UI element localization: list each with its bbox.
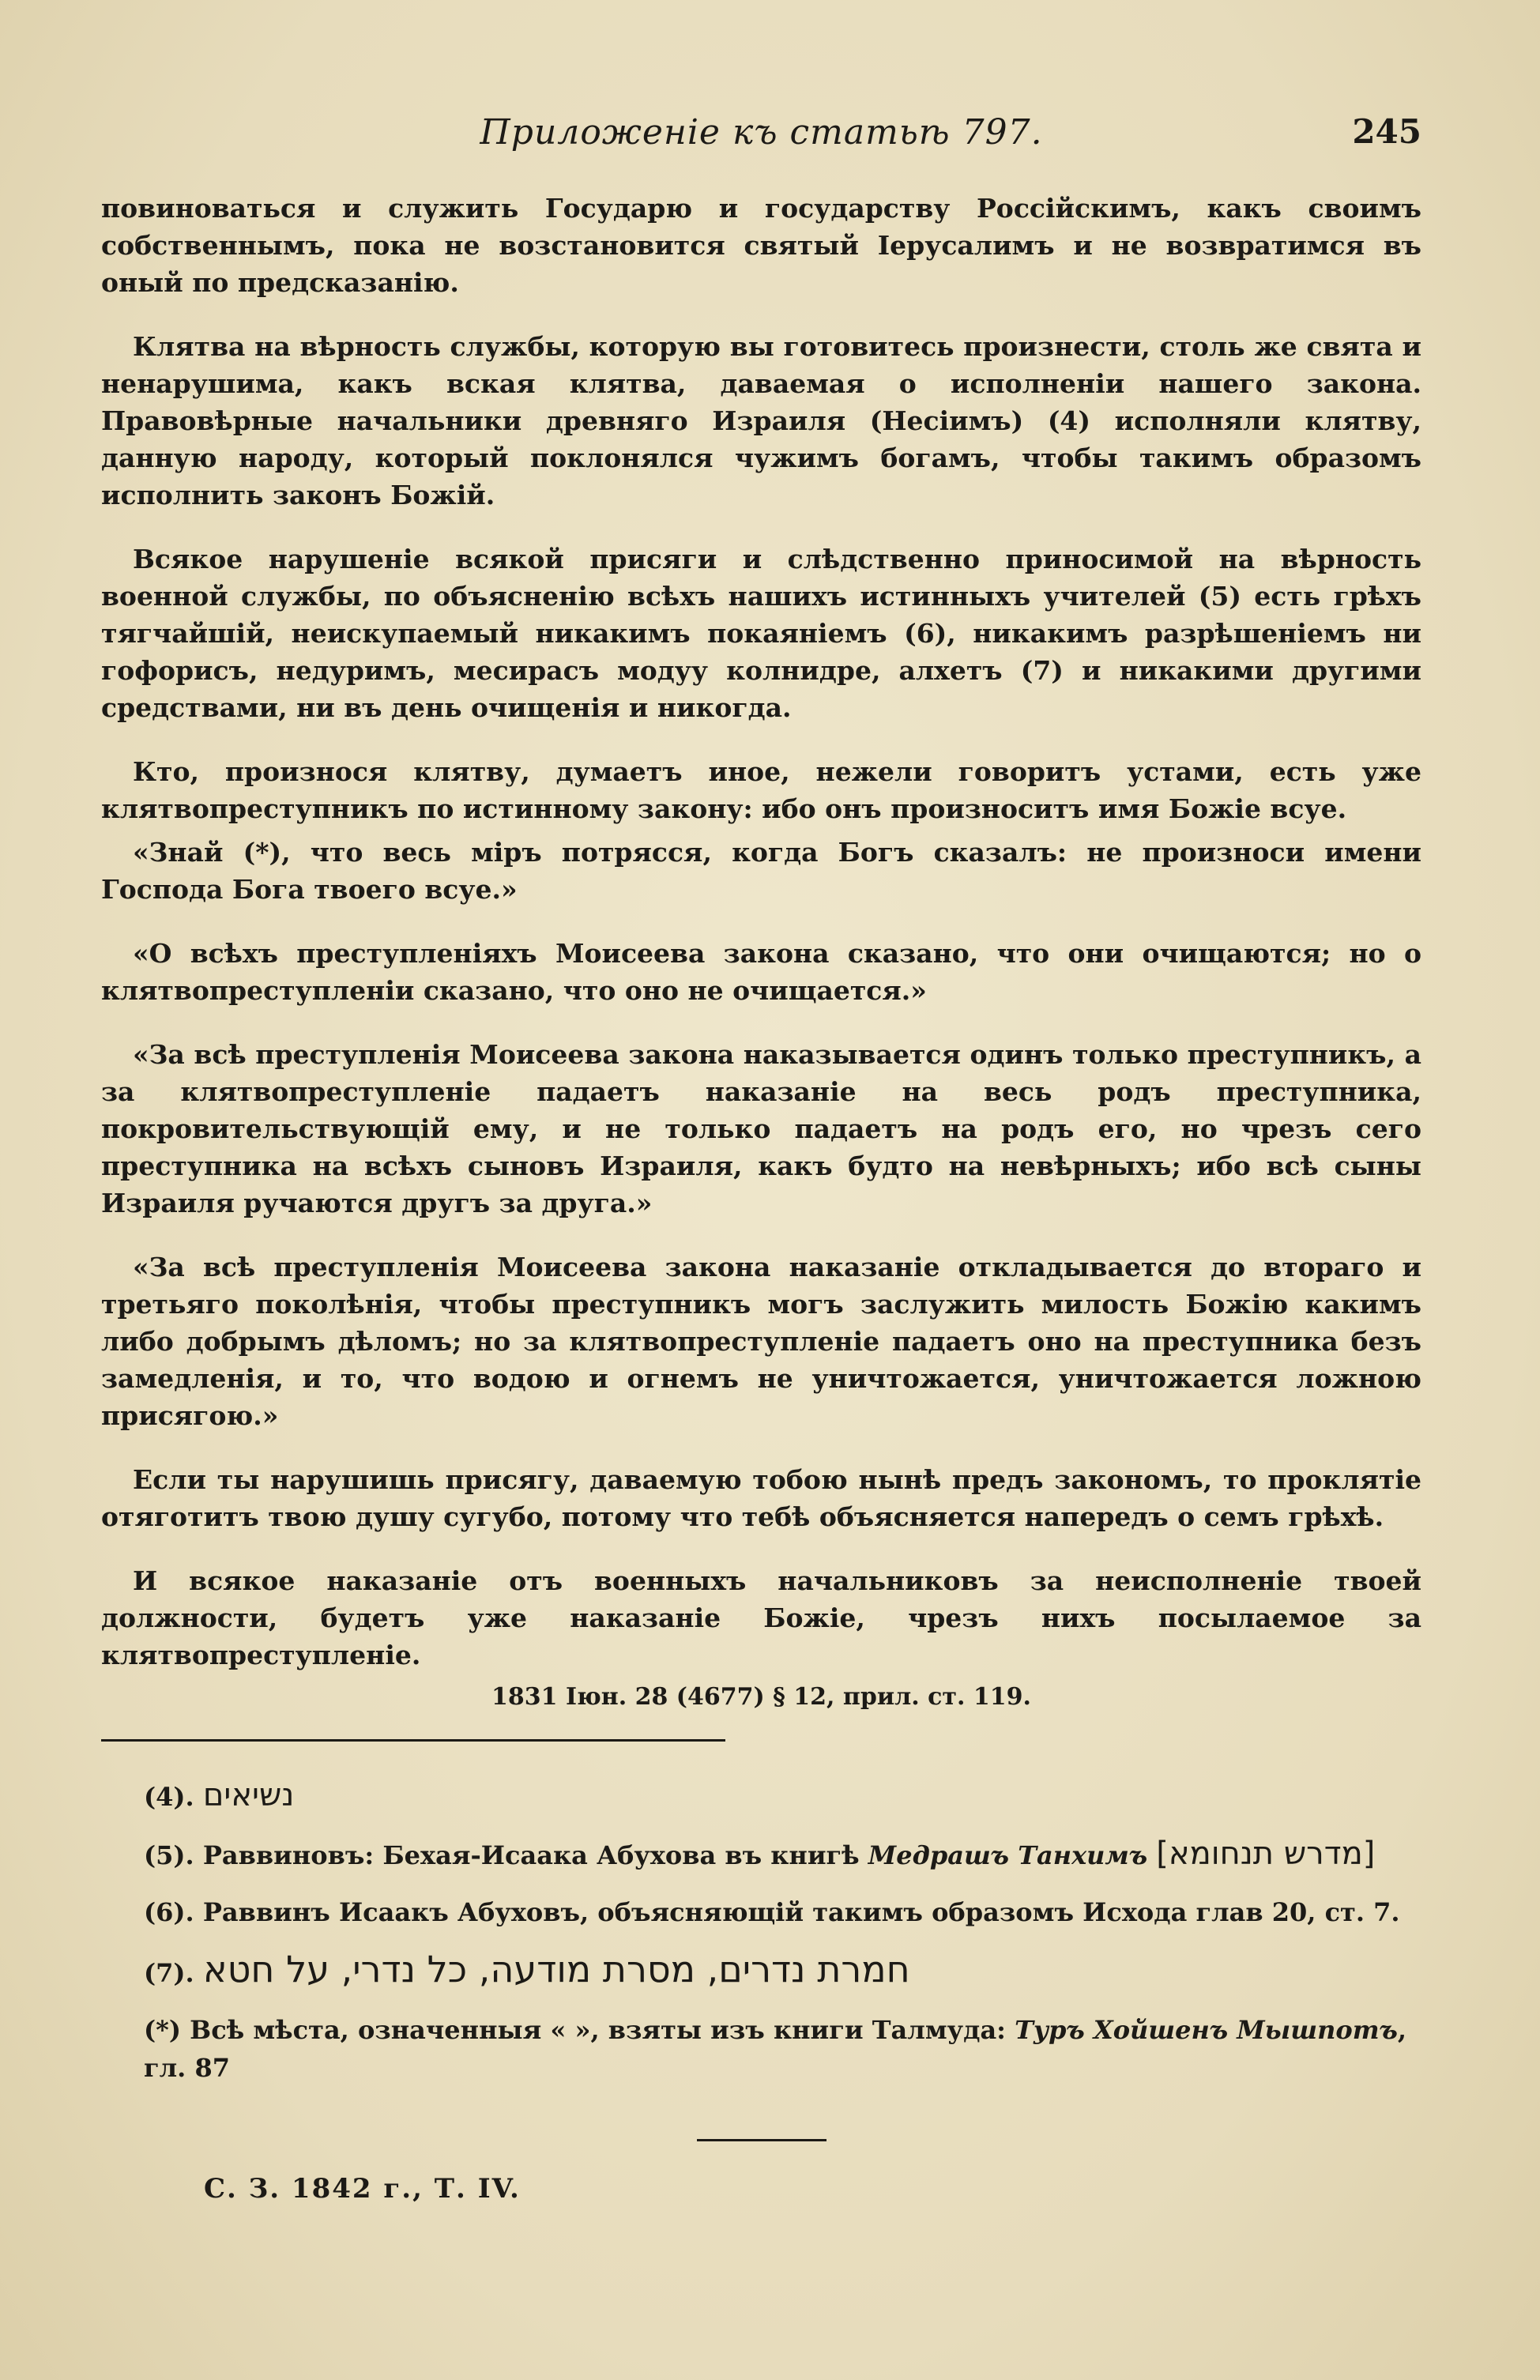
footnote-5-hebrew: [מדרש תנחומא] (1156, 1836, 1376, 1872)
signature-divider (697, 2139, 826, 2141)
paragraph-8: «За всѣ преступленія Моисеева закона наказаніе откладывается до втораго и третьяго поколѣнія, чтобы преступникъ могъ заслужить милость Божію какимъ либо добрымъ дѣломъ; но за клятвопреступленіе падаетъ оно на преступника безъ замедленія, и то, что водою и огнемъ не уничтожается, уничтожается ложною присягою.» (101, 1252, 1421, 1431)
paragraph-5: «Знай (*), что весь міръ потрясся, когда Богъ сказалъ: не произноси имени Господа Бога твоего всуе.» (101, 837, 1421, 905)
page-header (101, 95, 1421, 190)
footnote-7 (144, 1950, 1421, 1992)
paragraph-3: Всякое нарушеніе всякой присяги и слѣдственно приносимой на вѣрность военной службы, по объясненію всѣхъ нашихъ истинныхъ учителей (5) есть грѣхъ тягчайшій, неискупаемый никакимъ покаяніемъ (6), никакимъ разрѣшеніемъ ни гофорисъ, недуримъ, месирасъ модуу колнидре, алхетъ (7) и никакими другими средствами, ни въ день очищенія и никогда. (101, 544, 1421, 723)
footnote-divider (101, 1739, 725, 1742)
paragraph-6: «О всѣхъ преступленіяхъ Моисеева закона сказано, что они очищаются; но о клятвопреступленіи сказано, что оно не очищается.» (101, 938, 1421, 1006)
footnote-star (144, 2011, 1421, 2087)
signature-mark: С. З. 1842 г., Т. IV. (204, 2173, 521, 2205)
paragraph-2: Клятва на вѣрность службы, которую вы готовитесь произнести, столь же свята и ненарушима, какъ вская клятва, даваемая о исполненіи нашего закона. Правовѣрные начальники древняго Израиля (Несіимъ) (4) исполняли клятву, данную народу, который поклонялся чужимъ богамъ, чтобы такимъ образомъ исполнить законъ Божій. (101, 331, 1421, 510)
paragraph-7: «За всѣ преступленія Моисеева закона наказывается одинъ только преступникъ, а за клятвопреступленіе падаетъ наказаніе на весь родъ преступника, покровительствующій ему, и не только падаетъ на родъ его, но чрезъ сего преступника на всѣхъ сыновъ Израиля, какъ будто на невѣрныхъ; ибо всѣ сыны Израиля ручаются другъ за друга.» (101, 1039, 1421, 1218)
page-number: 245 (1352, 112, 1421, 151)
footnote-7-mark: (7). (144, 1958, 194, 1988)
footnote-4-hebrew: נשיאים (202, 1777, 295, 1813)
footnote-5 (144, 1835, 1421, 1874)
law-citation: 1831 Іюн. 28 (4677) § 12, прил. ст. 119. (491, 1683, 1031, 1711)
footnote-5-title: Медрашъ Танхимъ (868, 1840, 1148, 1870)
footnote-star-text: (*) Всѣ мѣста, означенныя « », взяты изъ книги Талмуда: (144, 2015, 1006, 2045)
paragraph-10: И всякое наказаніе отъ военныхъ начальниковъ за неисполненіе твоей должности, будетъ уже наказаніе Божіе, чрезъ нихъ посылаемое за клятвопреступленіе. (101, 1565, 1421, 1670)
footnote-star-title: Туръ Хойшенъ Мышпотъ (1015, 2015, 1398, 2045)
footnote-star-end: , гл. 87 (144, 2015, 1406, 2083)
paragraph-1: повиноваться и служить Государю и государству Россійскимъ, какъ своимъ собственнымъ, пока не возстановится святый Іерусалимъ и не возвратимся въ оный по предсказанію. (101, 193, 1421, 298)
footnote-7-hebrew: חמרת נדרים, מסרת מודעה, כל נדרי, על חטא (202, 1948, 910, 1990)
paragraph-9: Если ты нарушишь присягу, даваемую тобою нынѣ предъ закономъ, то проклятіе отяготитъ твою душу сугубо, потому что тебѣ объясняется напередъ о семъ грѣхѣ. (101, 1464, 1421, 1532)
footnote-5-text: (5). Раввиновъ: Бехая-Исаака Абухова въ книгѣ (144, 1840, 860, 1870)
footnote-4-mark: (4). (144, 1782, 194, 1812)
running-head: Приложеніе къ статьѣ 797. (480, 112, 1043, 153)
footnote-6: (6). Раввинъ Исаакъ Абуховъ, объясняющій такимъ образомъ Исхода глав 20, ст. 7. (144, 1897, 1400, 1927)
paragraph-4: Кто, произнося клятву, думаетъ иное, нежели говоритъ устами, есть уже клятвопреступникъ по истинному закону: ибо онъ произноситъ имя Божіе всуе. (101, 756, 1421, 824)
footnote-4 (144, 1776, 1421, 1816)
